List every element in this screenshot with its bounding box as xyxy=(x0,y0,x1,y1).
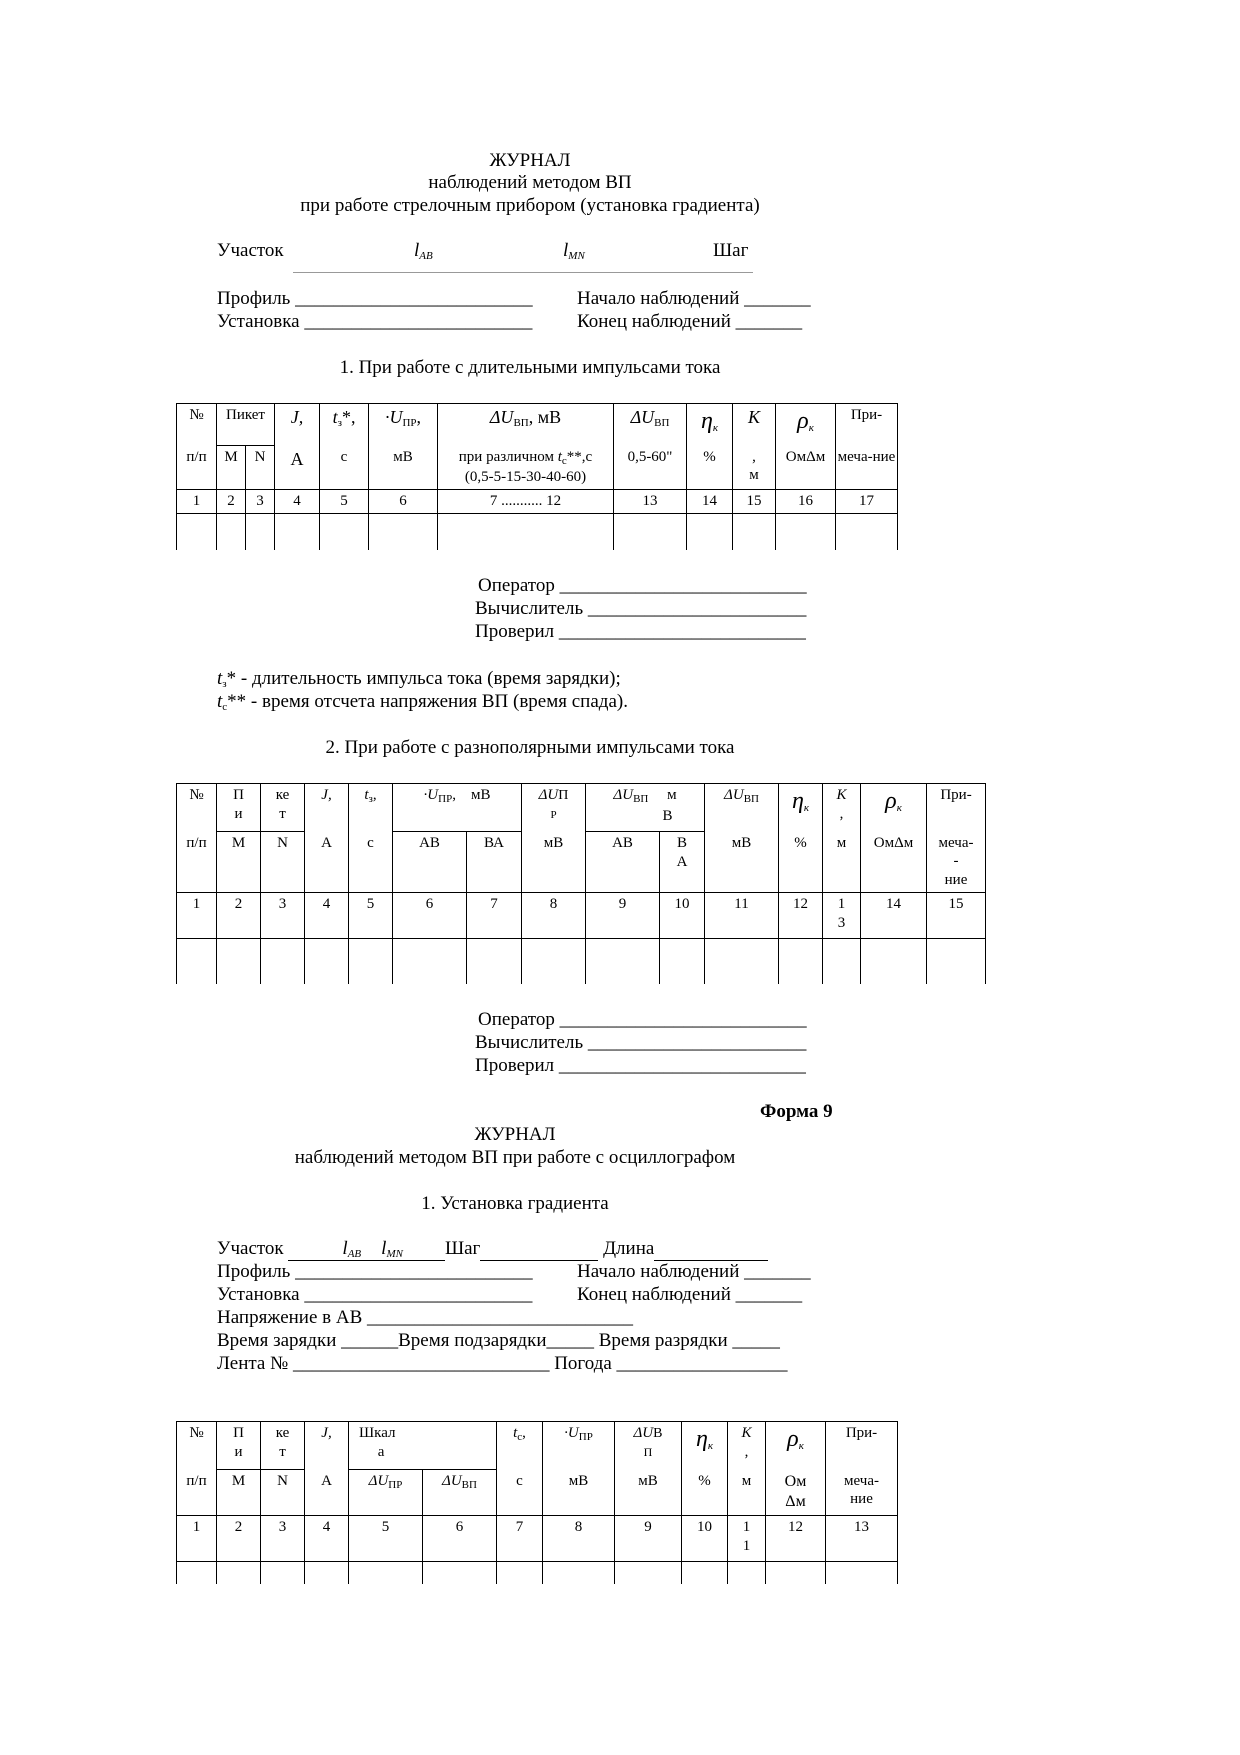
t1-num-5: 5 xyxy=(320,490,369,514)
t3-num-7: 7 xyxy=(497,1516,543,1562)
t1-num-17: 17 xyxy=(836,490,898,514)
journal1-title: ЖУРНАЛ xyxy=(489,150,571,171)
t1-h-eta: $\eta_к$ xyxy=(687,404,733,446)
t3-num-11: 1 1 xyxy=(728,1516,766,1562)
t2-h-num: № xyxy=(177,784,217,832)
t3-num-2: 2 xyxy=(217,1516,261,1562)
t3-num-8: 8 xyxy=(543,1516,615,1562)
t1-num-14: 14 xyxy=(687,490,733,514)
t2-r2-ba2: В А xyxy=(660,832,705,893)
t2-h-dupr: ΔUП Р xyxy=(522,784,586,832)
j2-voltage: Напряжение в АВ ____________________________ xyxy=(217,1307,634,1328)
journal2-title: ЖУРНАЛ xyxy=(474,1124,556,1145)
t3-h-tc: $t_с$, xyxy=(497,1422,543,1470)
t2-r2-m: м xyxy=(823,832,861,893)
t1-num-13: 13 xyxy=(614,490,687,514)
t1-h-rho: $\rho_к$ xyxy=(776,404,836,446)
t2-h-pi: П и xyxy=(217,784,261,832)
t2-r2-a: А xyxy=(305,832,349,893)
t3-h-eta: $\eta_к$ xyxy=(682,1422,728,1470)
t3-num-3: 3 xyxy=(261,1516,305,1562)
t3-h-duvp: ΔUВ П xyxy=(615,1422,682,1470)
end-field: Конец наблюдений _______ xyxy=(577,311,803,332)
t2-empty xyxy=(177,938,217,984)
t1-num-1: 1 xyxy=(177,490,217,514)
t1-num-6: 6 xyxy=(369,490,438,514)
sig1-calc: Вычислитель _______________________ xyxy=(475,598,807,619)
t3-r2-a: А xyxy=(305,1470,349,1516)
table2 xyxy=(176,783,986,984)
t3-h-note: При- xyxy=(826,1422,898,1470)
t2-h-k: K , xyxy=(823,784,861,832)
journal1-subtitle1: наблюдений методом ВП xyxy=(428,172,632,193)
uchastok-line xyxy=(293,272,753,273)
forma-label: Форма 9 xyxy=(760,1101,833,1122)
t3-h-upr: $\cdot U_{ПР}$ xyxy=(543,1422,615,1470)
shag-label: Шаг xyxy=(713,240,749,261)
note-tz: $t_з*$ - длительность импульса тока (время зарядки); xyxy=(217,668,621,690)
t2-num-1: 1 xyxy=(177,892,217,938)
t2-r2-s: с xyxy=(349,832,393,893)
t3-num-9: 9 xyxy=(615,1516,682,1562)
t2-num-7: 7 xyxy=(467,892,522,938)
sig1-operator: Оператор __________________________ xyxy=(478,575,807,596)
t1-h-note: При- xyxy=(836,404,898,446)
t2-num-6: 6 xyxy=(393,892,467,938)
t3-h-num: № xyxy=(177,1422,217,1470)
t2-num-14: 14 xyxy=(861,892,927,938)
t1-h-tz: $t_з*$, xyxy=(320,404,369,446)
t1-h-piket: Пикет xyxy=(217,404,275,446)
sig2-checked: Проверил __________________________ xyxy=(475,1055,806,1076)
t1-num-3: 3 xyxy=(246,490,275,514)
t3-r2-mv: мВ xyxy=(543,1470,615,1516)
t2-h-upr: $\cdot U_{ПР}$, мВ xyxy=(393,784,522,832)
t3-num-6: 6 xyxy=(423,1516,497,1562)
t1-r2-mv: мВ xyxy=(369,446,438,490)
t3-r2-dupr: $\Delta U_{ПР}$ xyxy=(349,1470,423,1516)
t3-empty xyxy=(177,1562,217,1584)
t1-r2-pp: п/п xyxy=(177,446,217,490)
section1-title: 1. При работе с длительными импульсами тока xyxy=(339,357,721,378)
j2-tape: Лента № ___________________________ Погода __________________ xyxy=(217,1353,788,1374)
t1-r2-m: M xyxy=(217,446,246,490)
j2-end: Конец наблюдений _______ xyxy=(577,1284,803,1305)
j2-uchastok-line: Участок $l_{AB}$ $l_{MN}$ Шаг Длина xyxy=(217,1238,768,1261)
t2-num-15: 15 xyxy=(927,892,986,938)
t2-r2-ba: ВА xyxy=(467,832,522,893)
t1-r2-m2: , м xyxy=(733,446,776,490)
t1-r2-pct: % xyxy=(687,446,733,490)
t2-num-11: 11 xyxy=(705,892,779,938)
t2-h-duvp: $\Delta U_{ВП}$ м В xyxy=(586,784,705,832)
ustanovka-field: Установка ________________________ xyxy=(217,311,533,332)
t3-num-10: 10 xyxy=(682,1516,728,1562)
note-tc: $t_с**$ - время отсчета напряжения ВП (время спада). xyxy=(217,691,628,713)
j2-profile: Профиль _________________________ xyxy=(217,1261,533,1282)
t2-r2-omdm: ОмΔм xyxy=(861,832,927,893)
j2-ustanovka: Установка ________________________ xyxy=(217,1284,533,1305)
t1-num-15: 15 xyxy=(733,490,776,514)
t1-num-16: 16 xyxy=(776,490,836,514)
t3-r2-pct: % xyxy=(682,1470,728,1516)
lab-label: $l_{AB}$ xyxy=(414,240,433,262)
t2-r2-pct: % xyxy=(779,832,823,893)
t2-h-rho: $\rho_к$ xyxy=(861,784,927,832)
t2-r2-ab: АВ xyxy=(393,832,467,893)
t2-num-13: 1 3 xyxy=(823,892,861,938)
t2-num-4: 4 xyxy=(305,892,349,938)
t2-h-tz: $t_з$, xyxy=(349,784,393,832)
t2-r2-n: N xyxy=(261,832,305,893)
t3-num-13: 13 xyxy=(826,1516,898,1562)
lmn-label: $l_{MN}$ xyxy=(563,240,585,262)
table1 xyxy=(176,403,898,550)
journal1-subtitle2: при работе стрелочным прибором (установка градиента) xyxy=(300,195,760,216)
t2-num-5: 5 xyxy=(349,892,393,938)
t1-num-7: 7 ........... 12 xyxy=(438,490,614,514)
t1-h-j: J, xyxy=(275,404,320,446)
t3-h-rho: $\rho_к$ xyxy=(766,1422,826,1470)
t3-h-scale: Шкал а xyxy=(349,1422,497,1470)
j2-times: Время зарядки ______Время подзарядки_____ Время разрядки _____ xyxy=(217,1330,780,1351)
t2-h-eta: $\eta_к$ xyxy=(779,784,823,832)
t1-r2-a: А xyxy=(275,446,320,490)
t3-h-ket: ке т xyxy=(261,1422,305,1470)
uchastok-label: Участок xyxy=(217,240,284,261)
sig2-calc: Вычислитель _______________________ xyxy=(475,1032,807,1053)
t2-h-note: При- xyxy=(927,784,986,832)
t2-h-ket: ке т xyxy=(261,784,305,832)
t1-r2-range: 0,5-60" xyxy=(614,446,687,490)
start-field: Начало наблюдений _______ xyxy=(577,288,811,309)
t1-empty xyxy=(177,513,217,550)
section2-title: 2. При работе с разнополярными импульсами тока xyxy=(325,737,735,758)
t2-r2-pp: п/п xyxy=(177,832,217,893)
t2-r2-mv2: мВ xyxy=(705,832,779,893)
t2-r2-ab2: АВ xyxy=(586,832,660,893)
t1-num-4: 4 xyxy=(275,490,320,514)
t1-r2-s: с xyxy=(320,446,369,490)
t2-r2-note: меча- - ние xyxy=(927,832,986,893)
t3-r2-s: с xyxy=(497,1470,543,1516)
t2-h-duvp2: $\Delta U_{ВП}$ xyxy=(705,784,779,832)
t2-r2-mv: мВ xyxy=(522,832,586,893)
t1-h-upr: $\cdot U_{ПР}$, xyxy=(369,404,438,446)
t3-h-j: J, xyxy=(305,1422,349,1470)
t3-h-k: K , xyxy=(728,1422,766,1470)
t3-r2-m: M xyxy=(217,1470,261,1516)
t1-h-duvp2: $\Delta U_{ВП}$ xyxy=(614,404,687,446)
t1-r2-diff: при различном $t_с**,с$ (0,5-5-15-30-40-60) xyxy=(438,446,614,490)
t2-num-10: 10 xyxy=(660,892,705,938)
t1-h-num: № xyxy=(177,404,217,446)
journal2-section: 1. Установка градиента xyxy=(421,1193,609,1214)
sig1-checked: Проверил __________________________ xyxy=(475,621,806,642)
t2-h-j: J, xyxy=(305,784,349,832)
t1-r2-n: N xyxy=(246,446,275,490)
t3-r2-n: N xyxy=(261,1470,305,1516)
t3-r2-m: м xyxy=(728,1470,766,1516)
t3-h-pi: П и xyxy=(217,1422,261,1470)
t3-num-4: 4 xyxy=(305,1516,349,1562)
t2-r2-m: M xyxy=(217,832,261,893)
t1-r2-note: меча-ние xyxy=(836,446,898,490)
sig2-operator: Оператор __________________________ xyxy=(478,1009,807,1030)
t3-r2-om: Ом Δм xyxy=(766,1470,826,1516)
t3-r2-note: меча- ние xyxy=(826,1470,898,1516)
t2-num-8: 8 xyxy=(522,892,586,938)
t2-num-2: 2 xyxy=(217,892,261,938)
profile-field: Профиль _________________________ xyxy=(217,288,533,309)
t2-num-9: 9 xyxy=(586,892,660,938)
t1-h-duvp: $\Delta U_{ВП}$, мВ xyxy=(438,404,614,446)
t1-r2-omdm: ОмΔм xyxy=(776,446,836,490)
t2-num-12: 12 xyxy=(779,892,823,938)
table3 xyxy=(176,1421,898,1584)
journal2-subtitle: наблюдений методом ВП при работе с осциллографом xyxy=(294,1147,736,1168)
t1-h-k: K xyxy=(733,404,776,446)
t3-num-1: 1 xyxy=(177,1516,217,1562)
t3-r2-pp: п/п xyxy=(177,1470,217,1516)
t3-num-12: 12 xyxy=(766,1516,826,1562)
t2-num-3: 3 xyxy=(261,892,305,938)
t3-r2-mv2: мВ xyxy=(615,1470,682,1516)
t1-num-2: 2 xyxy=(217,490,246,514)
j2-start: Начало наблюдений _______ xyxy=(577,1261,811,1282)
t3-r2-duvp: $\Delta U_{ВП}$ xyxy=(423,1470,497,1516)
t3-num-5: 5 xyxy=(349,1516,423,1562)
